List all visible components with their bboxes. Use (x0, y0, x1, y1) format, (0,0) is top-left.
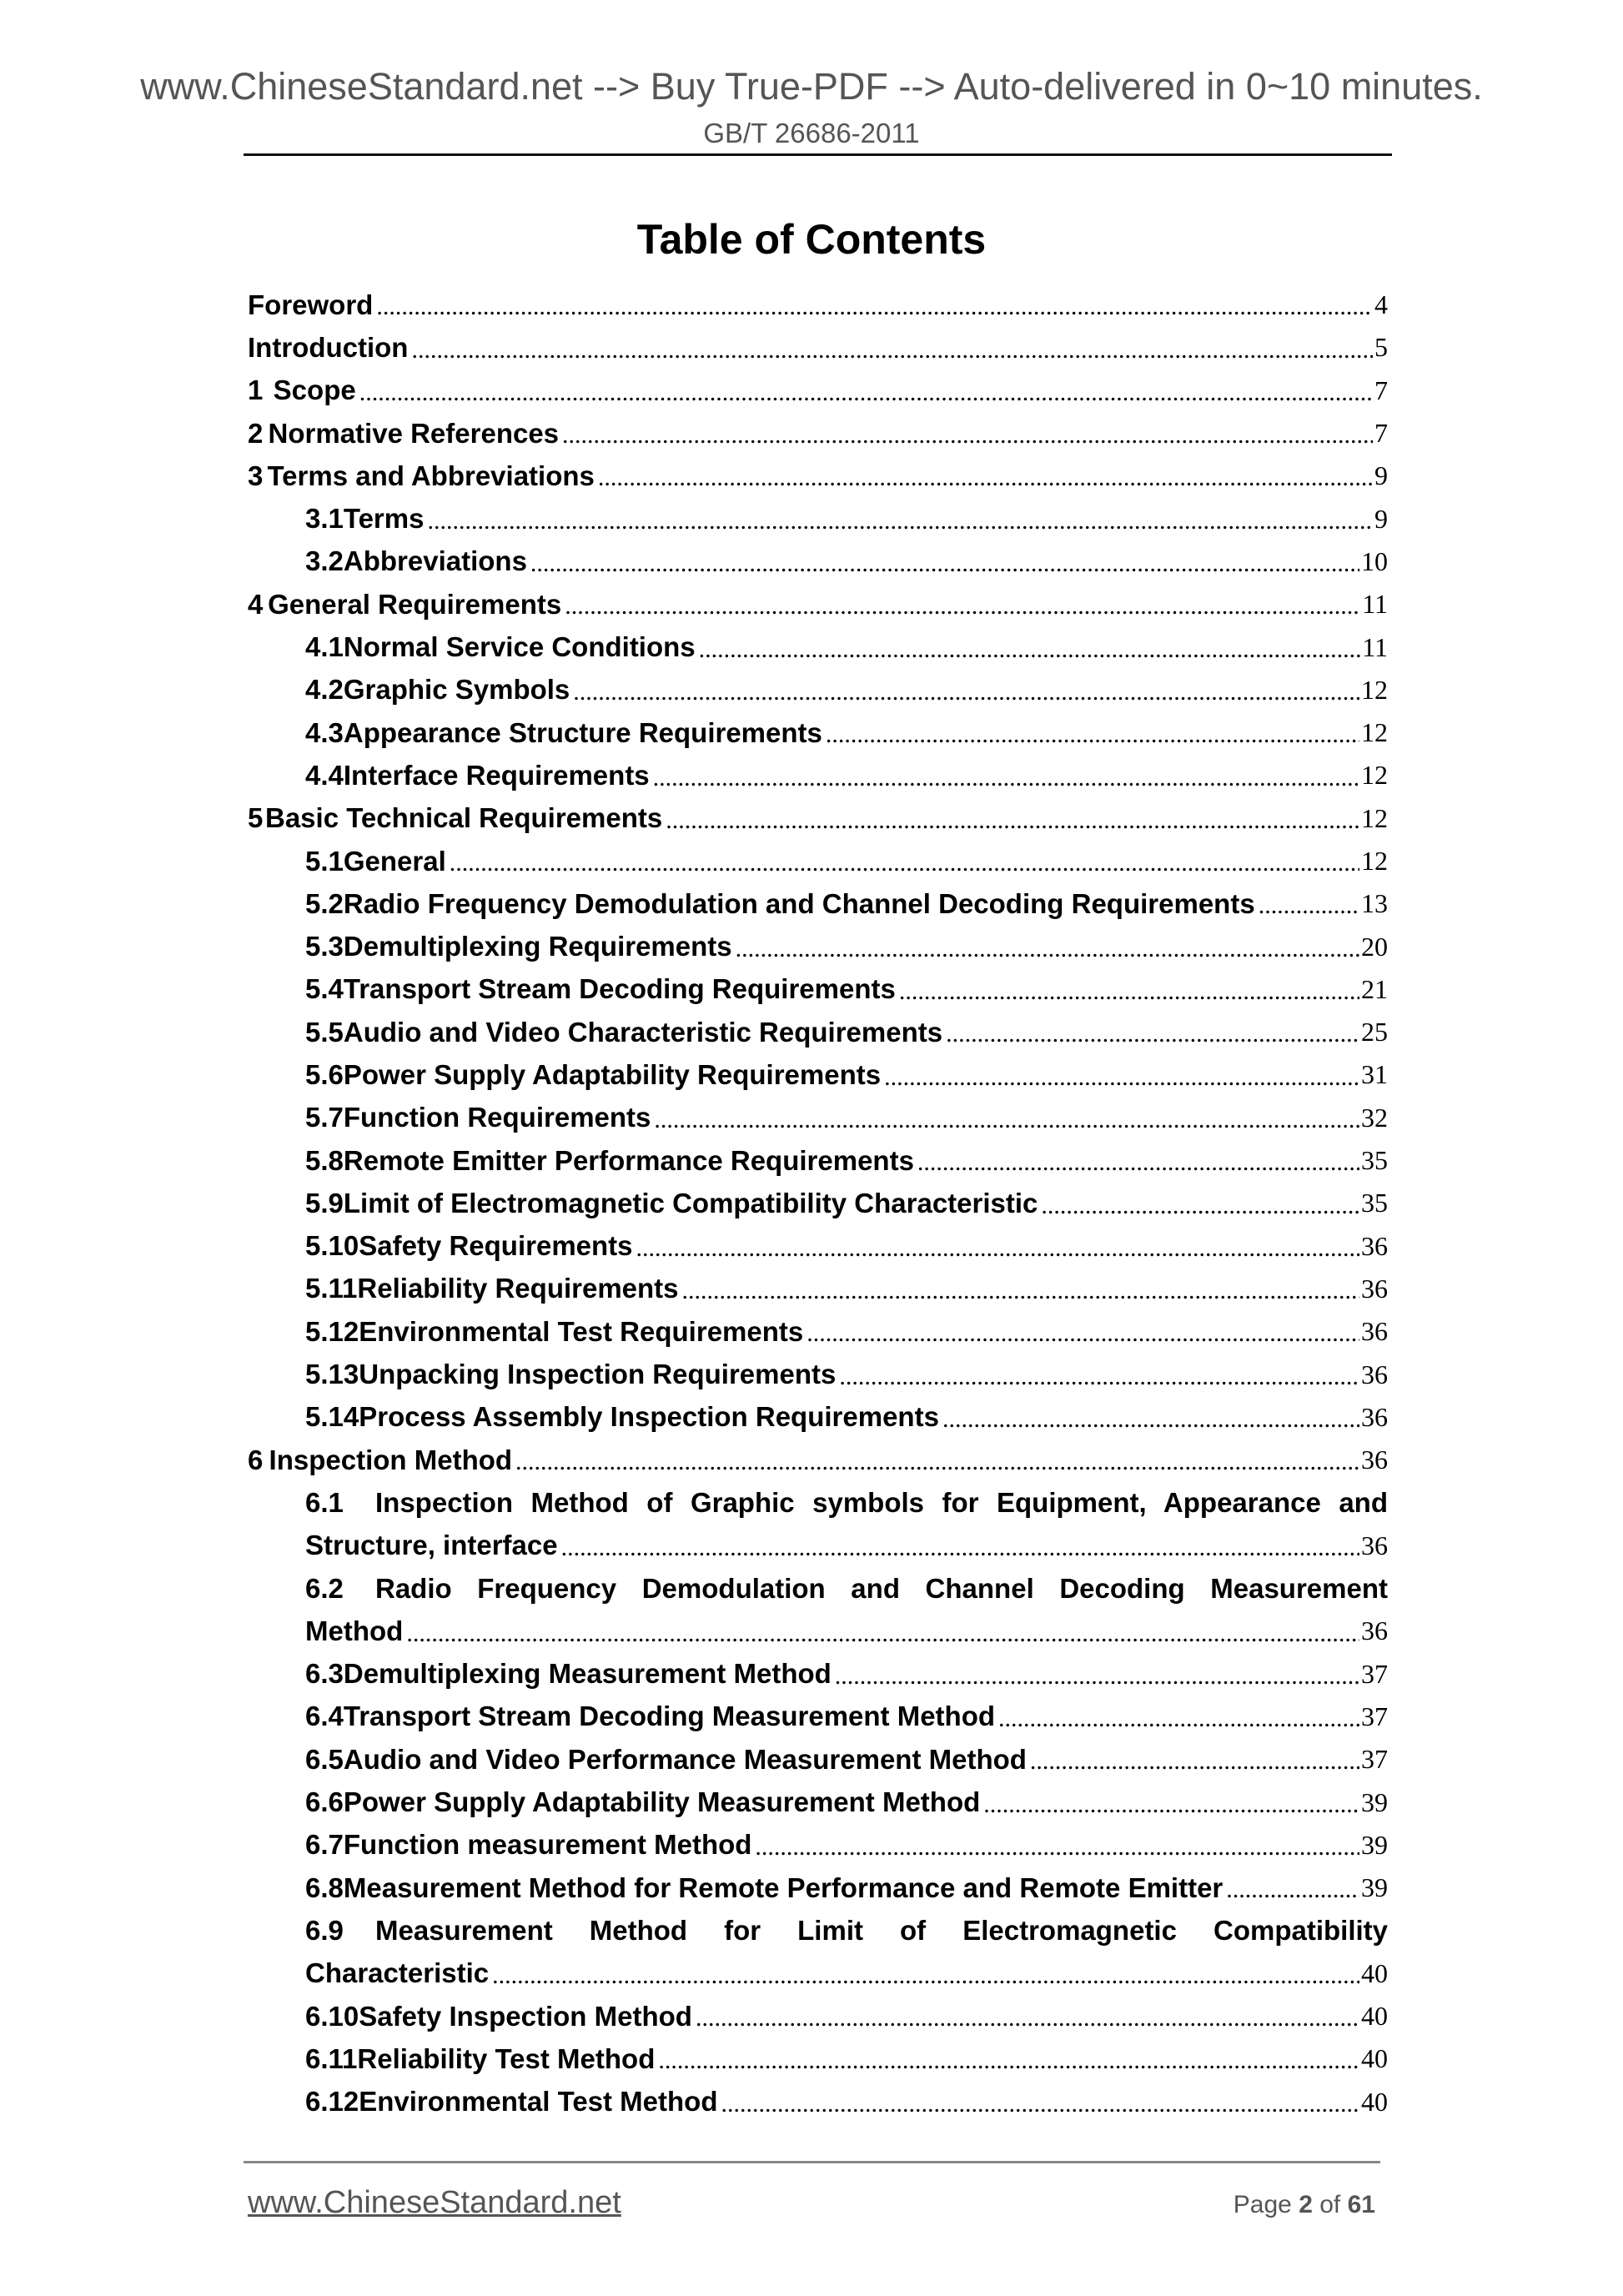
toc-entry-number: 5 (248, 802, 264, 834)
toc-entry-page: 4 (1374, 289, 1388, 320)
toc-entry[interactable] (248, 1097, 1388, 1139)
toc-entry-title-continued: Method (305, 1615, 404, 1646)
toc-entry[interactable] (248, 1653, 1388, 1696)
toc-entry-page: 12 (1361, 846, 1388, 876)
toc-entry-title: Power Supply Adaptability Requirements (343, 1058, 882, 1090)
toc-entry[interactable] (248, 1225, 1388, 1268)
toc-entry-number: 6.11 (305, 2042, 358, 2074)
toc-entry-number: 6.5 (305, 1743, 344, 1775)
leader-dots (696, 2006, 1359, 2037)
leader-dots (699, 637, 1361, 669)
toc-entry-number: 4.4 (305, 759, 344, 791)
toc-entry-page: 37 (1361, 1744, 1388, 1775)
toc-entry[interactable] (248, 1353, 1388, 1395)
toc-entry-title: Transport Stream Decoding Measurement Method (343, 1701, 996, 1732)
toc-entry-page: 21 (1361, 973, 1388, 1004)
toc-entry-page: 40 (1361, 2043, 1388, 2074)
toc-entry-continuation[interactable] (248, 1952, 1388, 1995)
page-label: Page (1233, 2191, 1292, 2218)
standard-number: GB/T 26686-2011 (703, 118, 920, 148)
toc-entry-page: 13 (1361, 888, 1388, 919)
toc-entry-title: Audio and Video Characteristic Requirements (343, 1016, 943, 1048)
toc-entry-title: Process Assembly Inspection Requirements (359, 1401, 939, 1433)
toc-entry-number: 6.12 (305, 2086, 359, 2118)
toc-entry[interactable] (248, 1481, 1388, 1524)
page-title: Table of Contents (636, 216, 987, 263)
toc-entry[interactable] (248, 1439, 1388, 1481)
toc-entry[interactable] (248, 840, 1388, 882)
toc-entry[interactable] (248, 669, 1388, 711)
current-page: 2 (1299, 2191, 1313, 2218)
toc-entry-page: 37 (1361, 1701, 1388, 1731)
leader-dots (1041, 1193, 1359, 1225)
toc-entry[interactable] (248, 369, 1388, 412)
toc-entry-number: 6.4 (305, 1701, 344, 1732)
toc-entry-number: 4.3 (305, 716, 344, 748)
leader-dots (406, 1621, 1359, 1653)
toc-entry-page: 35 (1361, 1188, 1388, 1218)
toc-entry-page: 36 (1361, 1401, 1388, 1432)
toc-entry-number: 5.8 (305, 1144, 344, 1176)
toc-entry-number: 6.8 (305, 1871, 344, 1903)
toc-entry-page: 39 (1361, 1872, 1388, 1903)
toc-entry-title (305, 1487, 1388, 1519)
toc-entry-page: 10 (1361, 545, 1388, 576)
leader-dots (998, 1706, 1359, 1738)
toc-entry-number: 6.6 (305, 1786, 344, 1818)
leader-dots (942, 1407, 1359, 1439)
toc-entry-number: 5.7 (305, 1102, 344, 1133)
toc-entry-number: 6 (248, 1444, 264, 1475)
leader-dots (561, 1535, 1359, 1567)
toc-entry-title: Environmental Test Method (359, 2086, 718, 2118)
leader-dots (530, 551, 1359, 583)
toc-entry-title: Reliability Requirements (357, 1273, 679, 1304)
toc-entry-title: Transport Stream Decoding Requirements (343, 973, 896, 1005)
toc-entry-number: 6.2 (305, 1572, 344, 1604)
toc-entry-title: Environmental Test Requirements (359, 1315, 804, 1347)
toc-entry[interactable] (248, 797, 1388, 840)
toc-entry[interactable] (248, 1268, 1388, 1310)
toc-entry[interactable] (248, 711, 1388, 754)
toc-entry-title: Function measurement Method (343, 1829, 752, 1861)
leader-dots (1259, 893, 1359, 925)
toc-entry-number: 5.5 (305, 1016, 344, 1048)
leader-dots (682, 1279, 1359, 1310)
toc-entry[interactable] (248, 1696, 1388, 1738)
toc-entry-number: 3.2 (305, 545, 344, 577)
toc-entry[interactable] (248, 1909, 1388, 1952)
toc-entry-page: 12 (1361, 674, 1388, 705)
toc-entry-number: 4 (248, 588, 264, 620)
toc-entry[interactable] (248, 455, 1388, 497)
toc-entry[interactable] (248, 583, 1388, 625)
toc-entry-page: 9 (1374, 460, 1388, 491)
toc-entry-title: Unpacking Inspection Requirements (359, 1359, 837, 1390)
toc-entry-title: General Requirements (268, 588, 562, 620)
toc-entry-title: Terms and Abbreviations (267, 460, 595, 491)
toc-entry-title: Appearance Structure Requirements (343, 716, 822, 748)
leader-dots (1030, 1749, 1359, 1781)
page-indicator (1234, 2191, 1375, 2219)
toc-entry-page: 11 (1362, 589, 1388, 620)
toc-entry[interactable] (248, 968, 1388, 1011)
toc-entry-title: Normal Service Conditions (343, 631, 696, 663)
leader-dots (450, 851, 1359, 882)
total-pages: 61 (1347, 2191, 1375, 2218)
toc-entry-title: Inspection Method (269, 1444, 513, 1475)
leader-dots (1226, 1877, 1359, 1909)
toc-entry-number: 6.1 (305, 1486, 344, 1518)
toc-entry[interactable] (248, 1310, 1388, 1353)
toc-entry-page: 7 (1374, 374, 1388, 405)
toc-entry-page: 32 (1361, 1102, 1388, 1133)
toc-entry-title: Radio Frequency Demodulation and Channel Decoding Requirements (343, 887, 1255, 919)
toc-entry[interactable] (248, 1011, 1388, 1053)
toc-entry-title: Basic Technical Requirements (265, 802, 663, 834)
toc-entry-page: 36 (1361, 1530, 1388, 1560)
toc-entry-title: Demultiplexing Measurement Method (343, 1658, 832, 1690)
toc-entry-page: 39 (1361, 1829, 1388, 1860)
toc-entry-continuation[interactable] (248, 1525, 1388, 1567)
leader-dots (666, 808, 1359, 840)
toc-entry[interactable] (248, 1738, 1388, 1781)
toc-entry-page: 36 (1361, 1615, 1388, 1646)
toc-entry-page: 40 (1361, 1957, 1388, 1988)
toc-entry[interactable] (248, 1567, 1388, 1610)
leader-dots (427, 509, 1373, 540)
toc-entry-number: 4.1 (305, 631, 344, 663)
toc-entry-page: 11 (1362, 631, 1388, 662)
toc-entry[interactable] (248, 2037, 1388, 2080)
toc-entry-page: 36 (1361, 1359, 1388, 1389)
toc-entry-number: 1 (248, 374, 264, 406)
toc-entry-number: 5.1 (305, 845, 344, 877)
leader-dots (736, 937, 1359, 968)
footer-website-link[interactable]: www.ChineseStandard.net (248, 2185, 621, 2220)
toc-entry-title: Measurement Method for Remote Performance and Remote Emitter (343, 1871, 1224, 1903)
toc-entry-title: Limit of Electromagnetic Compatibility Characteristic (343, 1187, 1038, 1218)
toc-entry-title (305, 1915, 1388, 1947)
leader-dots (598, 465, 1373, 497)
toc-entry[interactable] (248, 412, 1388, 455)
toc-entry-number: 5.3 (305, 931, 344, 962)
toc-entry-number: 6.7 (305, 1829, 344, 1861)
toc-entry-title: Safety Inspection Method (359, 2000, 692, 2032)
toc-entry-number: 5.10 (305, 1230, 359, 1262)
toc-entry-page: 40 (1361, 2086, 1388, 2117)
toc-entry[interactable] (248, 882, 1388, 925)
toc-entry-title: Terms (343, 503, 425, 535)
toc-entry-page: 35 (1361, 1145, 1388, 1176)
leader-dots (562, 423, 1373, 455)
toc-entry-number: 5.14 (305, 1401, 359, 1433)
toc-entry-number: 3.1 (305, 503, 344, 535)
toc-entry-page: 12 (1361, 760, 1388, 791)
toc-entry-page: 39 (1361, 1786, 1388, 1817)
leader-dots (565, 594, 1360, 625)
toc-entry-page: 40 (1361, 2001, 1388, 2032)
toc-entry-continuation[interactable] (248, 1610, 1388, 1652)
toc-entry-title: Power Supply Adaptability Measurement Method (343, 1786, 981, 1818)
toc-entry-title: Demultiplexing Requirements (343, 931, 732, 962)
toc-entry[interactable] (248, 754, 1388, 796)
toc-entry[interactable] (248, 326, 1388, 369)
toc-entry-title-continued: Structure, interface (305, 1530, 558, 1561)
leader-dots (884, 1065, 1359, 1097)
toc-entry[interactable] (248, 497, 1388, 540)
toc-entry[interactable] (248, 925, 1388, 967)
leader-dots (654, 1108, 1359, 1139)
leader-dots (839, 1364, 1359, 1396)
toc-entry-number: 5.12 (305, 1315, 359, 1347)
leader-dots (492, 1963, 1359, 1995)
leader-dots (835, 1664, 1359, 1696)
toc-entry-page: 36 (1361, 1444, 1388, 1475)
leader-dots (636, 1236, 1359, 1268)
toc-entry[interactable] (248, 1781, 1388, 1823)
toc-entry[interactable] (248, 540, 1388, 583)
toc-entry[interactable] (248, 1139, 1388, 1182)
toc-entry-number: 5.11 (305, 1273, 358, 1304)
leader-dots (946, 1022, 1359, 1053)
toc-entry-title: Reliability Test Method (357, 2042, 656, 2074)
header-banner: www.ChineseStandard.net --> Buy True-PDF --> Auto-delivered in 0~10 minutes. (140, 65, 1483, 108)
leader-dots (983, 1792, 1359, 1824)
toc-entry-number: 2 (248, 417, 264, 449)
toc-entry-page: 5 (1374, 332, 1388, 363)
toc-entry-page: 31 (1361, 1059, 1388, 1090)
toc-entry[interactable] (248, 1995, 1388, 2037)
leader-dots (653, 766, 1359, 797)
table-of-contents (248, 284, 1388, 2123)
leader-dots (917, 1150, 1359, 1182)
toc-entry[interactable] (248, 2080, 1388, 2123)
toc-entry-number: 5.9 (305, 1187, 344, 1218)
toc-entry-page: 20 (1361, 931, 1388, 962)
toc-entry[interactable] (248, 1396, 1388, 1439)
toc-entry-title: Abbreviations (343, 545, 527, 577)
toc-entry-title: Scope (273, 374, 356, 406)
leader-dots (411, 338, 1373, 369)
toc-entry-title: Safety Requirements (359, 1230, 633, 1262)
leader-dots (899, 979, 1359, 1011)
leader-dots (755, 1835, 1359, 1866)
toc-entry-page: 25 (1361, 1017, 1388, 1048)
toc-entry[interactable] (248, 625, 1388, 668)
toc-entry-title: Introduction (248, 331, 409, 363)
leader-dots (721, 2092, 1360, 2123)
toc-entry-number: 4.2 (305, 674, 344, 706)
page-of: of (1319, 2191, 1341, 2218)
leader-dots (359, 380, 1373, 412)
toc-entry-title: Foreword (248, 289, 374, 320)
toc-entry-number: 5.2 (305, 887, 344, 919)
toc-entry-title: Normative References (268, 417, 560, 449)
toc-entry-title-continued: Characteristic (305, 1957, 490, 1989)
toc-entry-page: 36 (1361, 1316, 1388, 1347)
leader-dots (376, 294, 1373, 326)
toc-entry-title: Graphic Symbols (343, 674, 570, 706)
toc-entry-page: 7 (1374, 418, 1388, 449)
leader-dots (515, 1449, 1359, 1481)
toc-entry-page: 36 (1361, 1230, 1388, 1261)
toc-entry-number: 3 (248, 460, 264, 491)
header-divider (244, 153, 1392, 156)
toc-entry-title-text: Radio Frequency Demodulation and Channel Decoding Measurement (375, 1572, 1388, 1604)
toc-entry-number: 5.4 (305, 973, 344, 1005)
leader-dots (826, 722, 1359, 754)
toc-entry-title (305, 1573, 1388, 1605)
toc-entry-number: 6.9 (305, 1914, 344, 1946)
toc-entry-title: Function Requirements (343, 1102, 651, 1133)
toc-entry[interactable] (248, 1866, 1388, 1909)
toc-entry-page: 12 (1361, 717, 1388, 748)
toc-entry[interactable] (248, 1824, 1388, 1866)
toc-entry[interactable] (248, 284, 1388, 326)
toc-entry[interactable] (248, 1053, 1388, 1096)
footer-divider (244, 2161, 1380, 2163)
toc-entry-title: Audio and Video Performance Measurement Method (343, 1743, 1027, 1775)
toc-entry-page: 36 (1361, 1273, 1388, 1304)
toc-entry-page: 37 (1361, 1658, 1388, 1689)
toc-entry-title-text: Measurement Method for Limit of Electromagnetic Compatibility (375, 1914, 1388, 1946)
toc-entry-title: General (343, 845, 446, 877)
leader-dots (573, 680, 1359, 711)
toc-entry-number: 6.3 (305, 1658, 344, 1690)
toc-entry-page: 12 (1361, 802, 1388, 833)
leader-dots (806, 1321, 1359, 1353)
toc-entry-title-text: Inspection Method of Graphic symbols for Equipment, Appearance and (375, 1486, 1388, 1518)
toc-entry-number: 6.10 (305, 2000, 359, 2032)
toc-entry-number: 5.6 (305, 1058, 344, 1090)
toc-entry-page: 9 (1374, 503, 1388, 534)
toc-entry[interactable] (248, 1182, 1388, 1224)
toc-entry-number: 5.13 (305, 1359, 359, 1390)
toc-entry-title: Remote Emitter Performance Requirements (343, 1144, 914, 1176)
leader-dots (658, 2048, 1359, 2080)
toc-entry-title: Interface Requirements (343, 759, 650, 791)
